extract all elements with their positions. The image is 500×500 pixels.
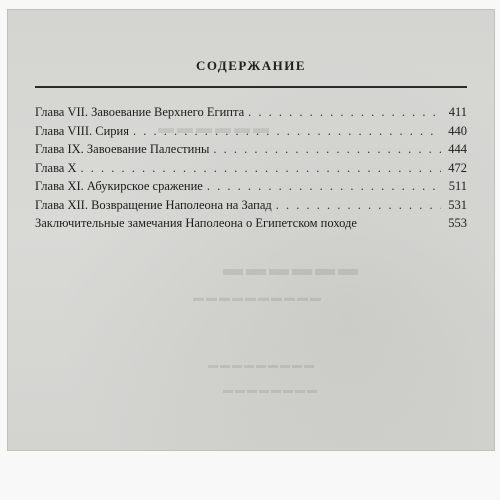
toc-entry-title: Глава VIII. Сирия: [35, 123, 129, 138]
toc-entry-page: 531: [448, 197, 467, 212]
toc-entry-page: 472: [448, 160, 467, 175]
toc-dot-leader: [213, 142, 441, 157]
toc-entry: [35, 216, 467, 235]
show-through-texture: ▬▬▬▬▬▬: [223, 258, 361, 280]
contents-heading: СОДЕРЖАНИЕ: [195, 58, 307, 73]
show-through-texture: ▬▬▬▬▬▬▬▬▬▬: [193, 292, 323, 304]
toc-entry-title: Глава VII. Завоевание Верхнего Египта: [35, 105, 245, 119]
toc-entry-title: Заключительные замечания Наполеона о Египетском походе: [35, 216, 357, 230]
show-through-texture: ▬▬▬▬▬▬▬▬▬: [208, 360, 316, 371]
toc-entry-title: Глава X: [35, 160, 77, 175]
toc-entry-page: 511: [448, 179, 467, 193]
toc-entry: [35, 105, 467, 124]
book-page: [8, 10, 494, 450]
toc-entry-title: Глава XI. Абукирское сражение: [35, 179, 203, 193]
toc-dot-leader: [207, 179, 441, 194]
toc-entry: [35, 198, 467, 217]
table-of-contents: [35, 105, 467, 235]
toc-dot-leader: [133, 124, 441, 139]
show-through-texture: ▬▬▬▬▬▬: [158, 120, 272, 137]
toc-entry-page: 553: [448, 216, 467, 230]
toc-dot-leader: [276, 198, 441, 213]
show-through-texture: ▬▬▬▬▬▬▬▬: [223, 385, 319, 396]
toc-dot-leader: [248, 105, 441, 120]
toc-entry: [35, 161, 467, 180]
toc-entry: [35, 179, 467, 198]
toc-entry-title: Глава XII. Возвращение Наполеона на Запад: [35, 197, 272, 212]
heading-rule: [35, 86, 467, 88]
toc-entry-page: 444: [448, 142, 467, 156]
toc-entry-page: 440: [448, 123, 467, 138]
toc-entry-title: Глава IX. Завоевание Палестины: [35, 142, 210, 156]
toc-entry-page: 411: [448, 105, 467, 119]
toc-entry: [35, 124, 467, 143]
toc-dot-leader: [81, 161, 441, 176]
toc-entry: [35, 142, 467, 161]
